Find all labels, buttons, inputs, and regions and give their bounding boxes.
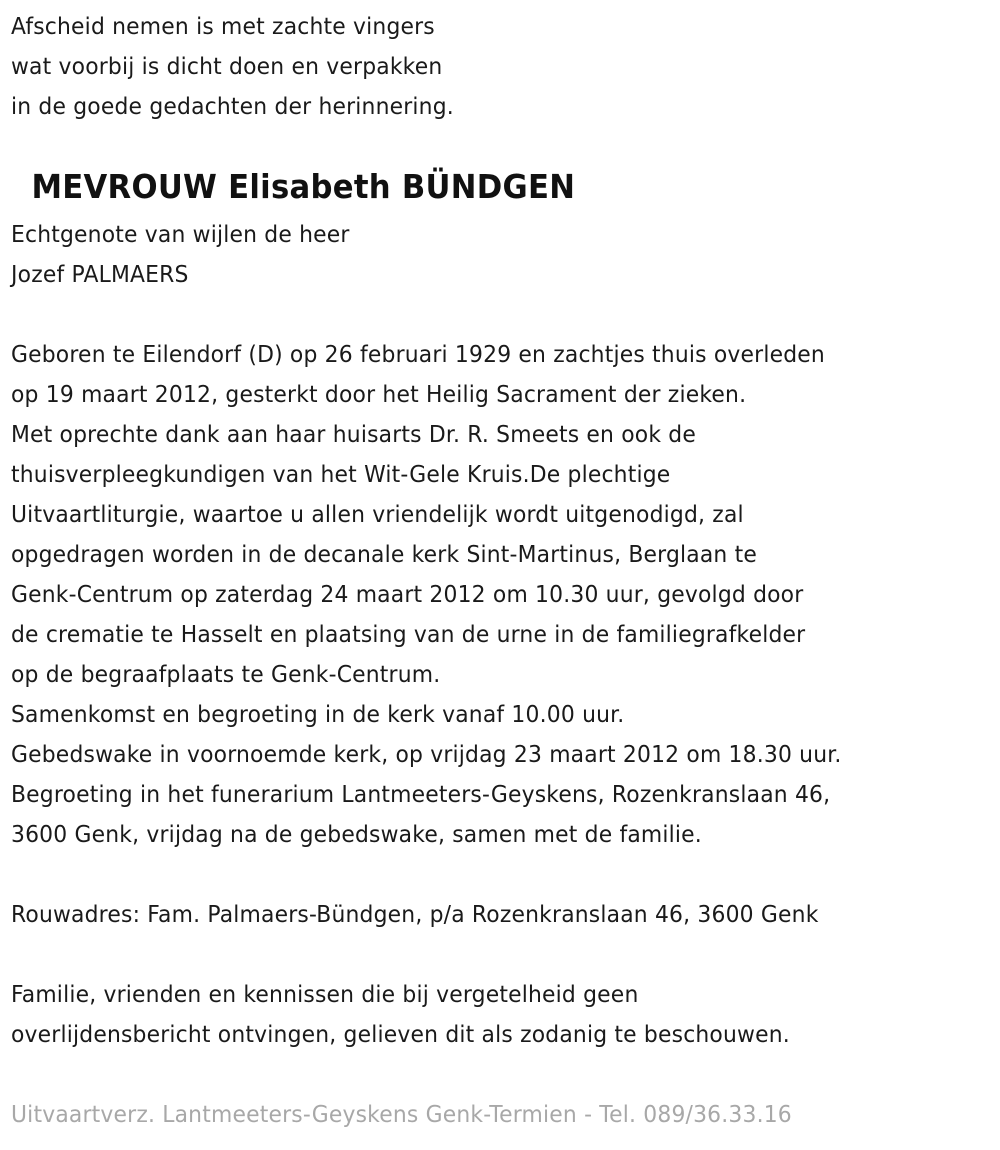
undertaker-contact: Uitvaartverz. Lantmeeters-Geyskens Genk-Termien - Tel. 089/36.33.16: [11, 1100, 792, 1128]
poem: [11, 6, 487, 126]
deceased-name: MEVROUW Elisabeth BÜNDGEN: [31, 167, 576, 206]
mourning-address-line: Rouwadres: Fam. Palmaers-Bündgen, p/a Rozenkranslaan 46, 3600 Genk: [11, 900, 819, 928]
announcement-line: Uitvaartliturgie, waartoe u allen vriendelijk wordt uitgenodigd, zal: [11, 500, 744, 528]
notice-text: [11, 974, 849, 1054]
undertaker-footer: [11, 1094, 851, 1134]
announcement-line: opgedragen worden in de decanale kerk Sint-Martinus, Berglaan te: [11, 540, 757, 568]
poem-line: in de goede gedachten der herinnering.: [11, 92, 454, 120]
announcement-line: de crematie te Hasselt en plaatsing van de urne in de familiegrafkelder: [11, 620, 806, 648]
announcement-line: thuisverpleegkundigen van het Wit-Gele Kruis.De plechtige: [11, 460, 671, 488]
deceased-name-block: [11, 164, 596, 210]
poem-line: wat voorbij is dicht doen en verpakken: [11, 52, 443, 80]
announcement-line: Samenkomst en begroeting in de kerk vanaf 10.00 uur.: [11, 700, 625, 728]
mourning-address: [11, 894, 879, 934]
announcement-line: Begroeting in het funerarium Lantmeeters-Geyskens, Rozenkranslaan 46,: [11, 780, 831, 808]
announcement-line: Met oprechte dank aan haar huisarts Dr. R. Smeets en ook de: [11, 420, 697, 448]
announcement-text: [11, 334, 904, 854]
announcement-line: op 19 maart 2012, gesterkt door het Heilig Sacrament der zieken.: [11, 380, 747, 408]
announcement-line: Genk-Centrum op zaterdag 24 maart 2012 om 10.30 uur, gevolgd door: [11, 580, 804, 608]
spouse-info: [11, 214, 375, 294]
notice-line: overlijdensbericht ontvingen, gelieven dit als zodanig te beschouwen.: [11, 1020, 790, 1048]
announcement-line: op de begraafplaats te Genk-Centrum.: [11, 660, 441, 688]
notice-line: Familie, vrienden en kennissen die bij vergetelheid geen: [11, 980, 639, 1008]
poem-line: Afscheid nemen is met zachte vingers: [11, 12, 435, 40]
spouse-line: Echtgenote van wijlen de heer: [11, 220, 350, 248]
announcement-line: Geboren te Eilendorf (D) op 26 februari 1929 en zachtjes thuis overleden: [11, 340, 825, 368]
announcement-line: 3600 Genk, vrijdag na de gebedswake, samen met de familie.: [11, 820, 702, 848]
announcement-line: Gebedswake in voornoemde kerk, op vrijdag 23 maart 2012 om 18.30 uur.: [11, 740, 842, 768]
spouse-line: Jozef PALMAERS: [11, 260, 189, 288]
